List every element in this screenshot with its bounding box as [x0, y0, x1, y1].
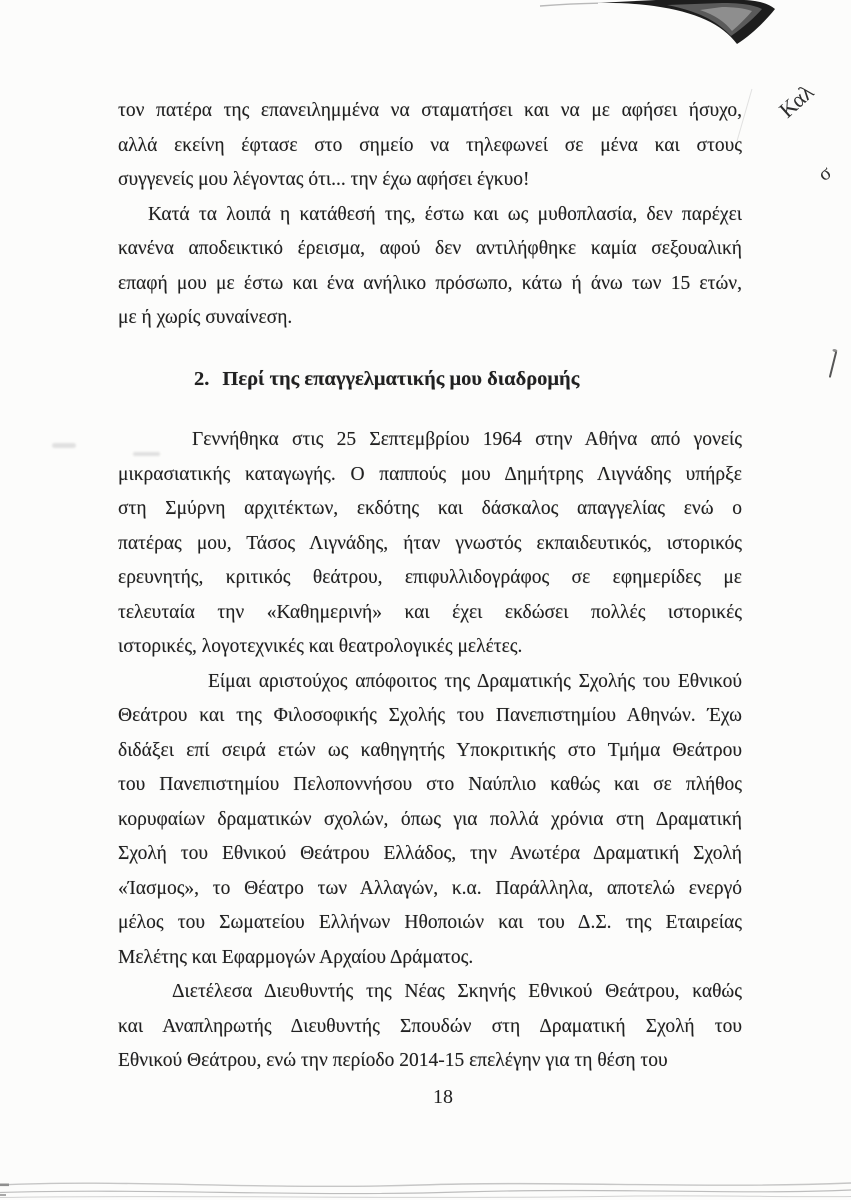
text-line: επαφή μου με έστω και ένα ανήλικο πρόσωπο, κάτω ή άνω των 15 ετών, — [118, 272, 742, 294]
section-title: Περί της επαγγελματικής μου διαδρομής — [222, 367, 580, 390]
paragraph-2 — [118, 198, 742, 336]
text-line: συγγενείς μου λέγοντας ότι... την έχω αφήσει έγκυο! — [118, 169, 530, 190]
scan-artifact-top-edge — [0, 0, 851, 60]
margin-smudge — [52, 443, 76, 448]
text-line: τελευταία την «Καθημερινή» και έχει εκδώσει πολλές ιστορικές — [118, 601, 742, 623]
text-line: Θεάτρου και της Φιλοσοφικής Σχολής του Πανεπιστημίου Αθηνών. Έχω — [118, 705, 742, 726]
text-line: πατέρας μου, Τάσος Λιγνάδης, ήταν γνωστός εκπαιδευτικός, ιστορικός — [118, 532, 742, 554]
text-line: διδάξει επί σειρά ετών ως καθηγητής Υποκριτικής στο Τμήμα Θεάτρου — [118, 739, 742, 761]
text-line: κορυφαίων δραματικών σχολών, όπως για πολλά χρόνια στη Δραματική — [118, 808, 742, 830]
handwritten-corner-note: Καλ — [774, 79, 819, 123]
page-number: 18 — [433, 1086, 453, 1108]
text-line: στη Σμύρνη αρχιτέκτων, εκδότης και δάσκαλος απαγγελίας ενώ ο — [118, 498, 742, 519]
text-line: Μελέτης και Εφαρμογών Αρχαίου Δράματος. — [118, 946, 474, 968]
text-line: και Αναπληρωτής Διευθυντής Σπουδών στη Δραματική Σχολή του — [118, 1015, 742, 1037]
text-line: αλλά εκείνη έφτασε στο σημείο να τηλεφωνεί σε μένα και στους — [118, 134, 742, 156]
page-edge-scan-lines — [0, 1158, 851, 1200]
text-line: με ή χωρίς συναίνεση. — [118, 307, 293, 328]
text-line: Γεννήθηκα στις 25 Σεπτεμβρίου 1964 στην Αθήνα από γονείς — [192, 429, 742, 450]
text-line: μικρασιατικής καταγωγής. Ο παππούς μου Δημήτρης Λιγνάδης υπήρξε — [118, 463, 742, 485]
text-line: Διετέλεσα Διευθυντής της Νέας Σκηνής Εθνικού Θεάτρου, καθώς — [172, 981, 742, 1002]
paragraph-5 — [118, 975, 742, 1079]
text-line: του Πανεπιστημίου Πελοποννήσου στο Ναύπλιο καθώς και σε πλήθος — [118, 774, 742, 795]
paragraph-1 — [118, 94, 742, 198]
section-heading — [118, 362, 742, 397]
text-line: μέλος του Σωματείου Ελλήνων Ηθοποιών και του Δ.Σ. της Εταιρείας — [118, 912, 742, 933]
document-body — [118, 94, 742, 1079]
text-line: ιστορικές, λογοτεχνικές και θεατρολογικές μελέτες. — [118, 636, 523, 657]
text-line: «Ίασμος», το Θέατρο των Αλλαγών, κ.α. Παράλληλα, αποτελώ ενεργό — [118, 877, 742, 899]
text-line: Εθνικού Θεάτρου, ενώ την περίοδο 2014-15 επελέγην για τη θέση του — [118, 1050, 668, 1071]
text-line: κανένα αποδεικτικό έρεισμα, αφού δεν αντιλήφθηκε καμία σεξουαλική — [118, 238, 742, 259]
text-line: τον πατέρα της επανειλημμένα να σταματήσει και να με αφήσει ήσυχο, — [118, 100, 742, 121]
handwritten-corner-note-2: σ — [814, 161, 836, 186]
stray-pen-mark — [829, 351, 837, 378]
paragraph-3 — [118, 423, 742, 665]
paragraph-4 — [118, 665, 742, 976]
section-number: 2. — [194, 367, 210, 390]
text-line: Σχολή του Εθνικού Θεάτρου Ελλάδος, την Ανωτέρα Δραματική Σχολή — [118, 843, 742, 864]
text-line: Είμαι αριστούχος απόφοιτος της Δραματικής Σχολής του Εθνικού — [208, 670, 742, 692]
text-line: Κατά τα λοιπά η κατάθεσή της, έστω και ως μυθοπλασία, δεν παρέχει — [148, 203, 742, 225]
text-line: ερευνητής, κριτικός θεάτρου, επιφυλλιδογράφος σε εφημερίδες με — [118, 567, 742, 588]
